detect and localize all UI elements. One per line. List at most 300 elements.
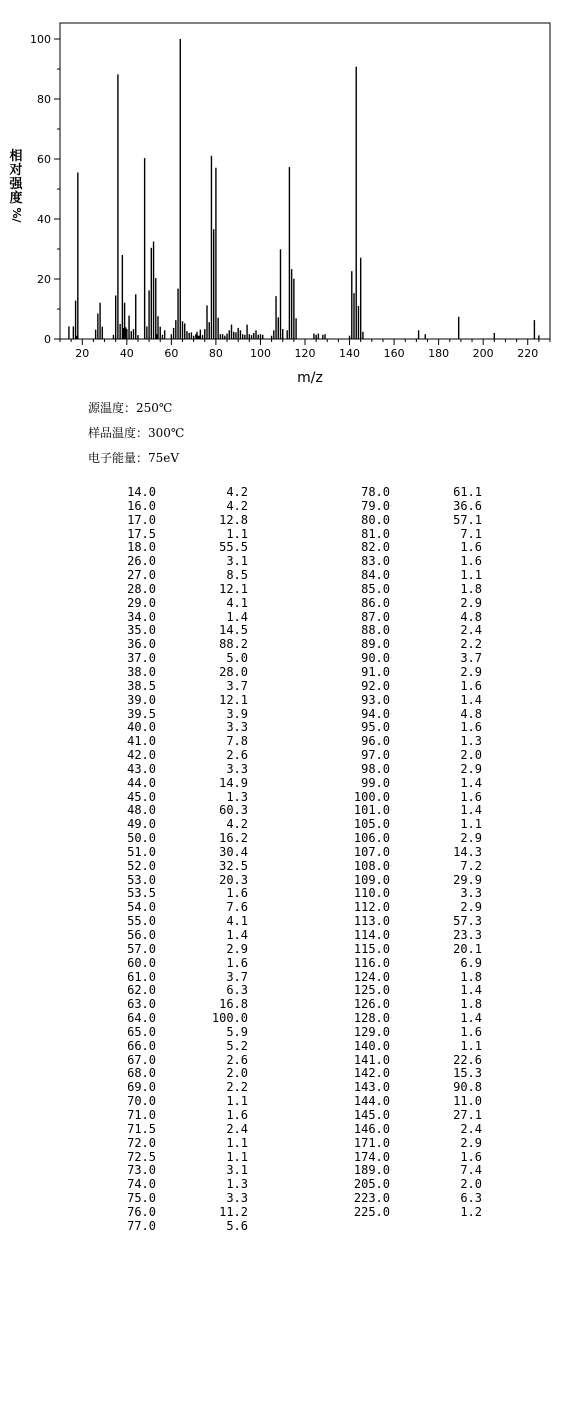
mz-value: 85.0 bbox=[361, 581, 390, 596]
mz-value: 66.0 bbox=[127, 1038, 156, 1053]
mz-value: 95.0 bbox=[361, 720, 390, 735]
table-row bbox=[105, 998, 248, 1012]
y-tick-label: 20 bbox=[37, 273, 51, 286]
table-row bbox=[339, 735, 482, 749]
table-row bbox=[339, 901, 482, 915]
table-row bbox=[339, 1151, 482, 1165]
abundance-value: 2.6 bbox=[226, 1052, 248, 1067]
abundance-value: 2.0 bbox=[460, 748, 482, 763]
abundance-value: 2.0 bbox=[226, 1066, 248, 1081]
abundance-value: 6.3 bbox=[460, 1191, 482, 1206]
abundance-value: 5.9 bbox=[226, 1024, 248, 1039]
y-axis-ticks bbox=[30, 33, 60, 346]
table-row bbox=[339, 791, 482, 805]
table-row bbox=[105, 569, 248, 583]
abundance-value: 1.6 bbox=[460, 678, 482, 693]
mz-value: 225.0 bbox=[353, 1204, 390, 1219]
mz-value: 110.0 bbox=[353, 886, 390, 901]
mz-value: 41.0 bbox=[127, 734, 156, 749]
mz-value: 17.5 bbox=[127, 526, 156, 541]
abundance-value: 16.8 bbox=[219, 997, 248, 1012]
mz-value: 171.0 bbox=[353, 1135, 390, 1150]
abundance-value: 14.9 bbox=[219, 775, 248, 790]
table-row bbox=[105, 818, 248, 832]
table-row bbox=[105, 597, 248, 611]
abundance-value: 1.4 bbox=[460, 803, 482, 818]
table-row bbox=[339, 569, 482, 583]
abundance-value: 6.9 bbox=[460, 955, 482, 970]
mz-value: 99.0 bbox=[361, 775, 390, 790]
peak-table-left bbox=[105, 486, 248, 1234]
table-row bbox=[339, 1164, 482, 1178]
peak-table-right bbox=[339, 486, 482, 1220]
table-row bbox=[339, 611, 482, 625]
mz-value: 35.0 bbox=[127, 623, 156, 638]
mz-value: 97.0 bbox=[361, 748, 390, 763]
abundance-value: 29.9 bbox=[453, 872, 482, 887]
mz-value: 142.0 bbox=[353, 1066, 390, 1081]
abundance-value: 2.9 bbox=[460, 664, 482, 679]
mass-spectrum-chart bbox=[0, 0, 570, 395]
abundance-value: 1.6 bbox=[226, 886, 248, 901]
y-tick-label: 80 bbox=[37, 93, 51, 106]
abundance-value: 57.1 bbox=[453, 512, 482, 527]
mz-value: 50.0 bbox=[127, 831, 156, 846]
abundance-value: 2.9 bbox=[226, 941, 248, 956]
table-row bbox=[339, 929, 482, 943]
table-row bbox=[339, 514, 482, 528]
abundance-value: 4.8 bbox=[460, 706, 482, 721]
abundance-value: 30.4 bbox=[219, 844, 248, 859]
table-row bbox=[105, 1054, 248, 1068]
abundance-value: 55.5 bbox=[219, 540, 248, 555]
mz-value: 84.0 bbox=[361, 568, 390, 583]
mz-value: 44.0 bbox=[127, 775, 156, 790]
table-row bbox=[105, 735, 248, 749]
table-row bbox=[105, 721, 248, 735]
y-tick-label: 60 bbox=[37, 153, 51, 166]
abundance-value: 4.8 bbox=[460, 609, 482, 624]
table-row bbox=[339, 680, 482, 694]
table-row bbox=[105, 583, 248, 597]
abundance-value: 2.9 bbox=[460, 900, 482, 915]
mz-value: 100.0 bbox=[353, 789, 390, 804]
mz-value: 107.0 bbox=[353, 844, 390, 859]
table-row bbox=[105, 666, 248, 680]
plot-frame bbox=[60, 23, 550, 339]
abundance-value: 20.3 bbox=[219, 872, 248, 887]
mz-value: 42.0 bbox=[127, 748, 156, 763]
mz-value: 77.0 bbox=[127, 1218, 156, 1233]
x-tick-label: 200 bbox=[472, 347, 494, 360]
table-row bbox=[339, 541, 482, 555]
table-row bbox=[339, 874, 482, 888]
mz-value: 38.5 bbox=[127, 678, 156, 693]
table-row bbox=[105, 887, 248, 901]
mz-value: 74.0 bbox=[127, 1177, 156, 1192]
abundance-value: 2.0 bbox=[460, 1177, 482, 1192]
mz-value: 45.0 bbox=[127, 789, 156, 804]
table-row bbox=[339, 555, 482, 569]
mz-value: 63.0 bbox=[127, 997, 156, 1012]
abundance-value: 1.6 bbox=[460, 720, 482, 735]
abundance-value: 90.8 bbox=[453, 1080, 482, 1095]
table-row bbox=[105, 1040, 248, 1054]
mz-value: 39.0 bbox=[127, 692, 156, 707]
abundance-value: 12.1 bbox=[219, 581, 248, 596]
table-row bbox=[339, 818, 482, 832]
mz-value: 37.0 bbox=[127, 651, 156, 666]
abundance-value: 14.3 bbox=[453, 844, 482, 859]
abundance-value: 1.1 bbox=[460, 817, 482, 832]
abundance-value: 4.2 bbox=[226, 817, 248, 832]
table-row bbox=[339, 832, 482, 846]
mz-value: 65.0 bbox=[127, 1024, 156, 1039]
mz-value: 79.0 bbox=[361, 498, 390, 513]
table-row bbox=[105, 555, 248, 569]
table-row bbox=[339, 777, 482, 791]
mz-value: 125.0 bbox=[353, 983, 390, 998]
mz-value: 18.0 bbox=[127, 540, 156, 555]
source-temperature: 源温度：250℃ bbox=[88, 401, 173, 415]
table-row bbox=[339, 486, 482, 500]
y-axis-label-text: 相对强度 bbox=[9, 149, 23, 206]
abundance-value: 2.9 bbox=[460, 1135, 482, 1150]
abundance-value: 1.4 bbox=[460, 692, 482, 707]
mz-value: 129.0 bbox=[353, 1024, 390, 1039]
peak-bars bbox=[69, 39, 539, 339]
mz-value: 71.0 bbox=[127, 1107, 156, 1122]
mz-value: 75.0 bbox=[127, 1191, 156, 1206]
abundance-value: 3.7 bbox=[226, 969, 248, 984]
abundance-value: 60.3 bbox=[219, 803, 248, 818]
abundance-value: 2.2 bbox=[460, 637, 482, 652]
x-tick-label: 40 bbox=[119, 347, 134, 360]
x-tick-label: 80 bbox=[208, 347, 223, 360]
mz-value: 96.0 bbox=[361, 734, 390, 749]
electron-energy: 电子能量：75eV bbox=[88, 451, 180, 465]
abundance-value: 5.0 bbox=[226, 651, 248, 666]
abundance-value: 11.2 bbox=[219, 1204, 248, 1219]
table-row bbox=[339, 957, 482, 971]
table-row bbox=[105, 832, 248, 846]
table-row bbox=[105, 860, 248, 874]
mz-value: 67.0 bbox=[127, 1052, 156, 1067]
mz-value: 61.0 bbox=[127, 969, 156, 984]
table-row bbox=[105, 971, 248, 985]
mz-value: 144.0 bbox=[353, 1094, 390, 1109]
mz-value: 83.0 bbox=[361, 554, 390, 569]
table-row bbox=[105, 957, 248, 971]
table-row bbox=[105, 652, 248, 666]
table-row bbox=[339, 1040, 482, 1054]
table-row bbox=[339, 1012, 482, 1026]
x-axis-label: m/z bbox=[297, 370, 323, 386]
table-row bbox=[339, 1192, 482, 1206]
abundance-value: 88.2 bbox=[219, 637, 248, 652]
abundance-value: 3.7 bbox=[460, 651, 482, 666]
x-tick-label: 20 bbox=[75, 347, 90, 360]
mz-value: 105.0 bbox=[353, 817, 390, 832]
table-row bbox=[105, 680, 248, 694]
x-tick-label: 180 bbox=[428, 347, 450, 360]
mz-value: 115.0 bbox=[353, 941, 390, 956]
abundance-value: 7.6 bbox=[226, 900, 248, 915]
table-row bbox=[339, 721, 482, 735]
abundance-value: 20.1 bbox=[453, 941, 482, 956]
abundance-value: 14.5 bbox=[219, 623, 248, 638]
mz-value: 146.0 bbox=[353, 1121, 390, 1136]
abundance-value: 61.1 bbox=[453, 485, 482, 499]
abundance-value: 5.6 bbox=[226, 1218, 248, 1233]
mz-value: 39.5 bbox=[127, 706, 156, 721]
mz-value: 53.0 bbox=[127, 872, 156, 887]
mz-value: 17.0 bbox=[127, 512, 156, 527]
table-row bbox=[339, 749, 482, 763]
mz-value: 109.0 bbox=[353, 872, 390, 887]
abundance-value: 28.0 bbox=[219, 664, 248, 679]
table-row bbox=[339, 583, 482, 597]
y-axis-unit: %/ bbox=[10, 207, 23, 223]
table-row bbox=[105, 901, 248, 915]
mz-value: 73.0 bbox=[127, 1163, 156, 1178]
mz-value: 223.0 bbox=[353, 1191, 390, 1206]
abundance-value: 7.4 bbox=[460, 1163, 482, 1178]
mz-value: 36.0 bbox=[127, 637, 156, 652]
mz-value: 124.0 bbox=[353, 969, 390, 984]
table-row bbox=[105, 708, 248, 722]
abundance-value: 1.6 bbox=[460, 1024, 482, 1039]
abundance-value: 1.4 bbox=[460, 1011, 482, 1026]
abundance-value: 15.3 bbox=[453, 1066, 482, 1081]
table-row bbox=[105, 749, 248, 763]
abundance-value: 22.6 bbox=[453, 1052, 482, 1067]
mz-value: 92.0 bbox=[361, 678, 390, 693]
y-tick-label: 0 bbox=[44, 333, 51, 346]
abundance-value: 1.6 bbox=[226, 955, 248, 970]
abundance-value: 2.9 bbox=[460, 761, 482, 776]
mz-value: 101.0 bbox=[353, 803, 390, 818]
mz-value: 78.0 bbox=[361, 485, 390, 499]
mz-value: 126.0 bbox=[353, 997, 390, 1012]
table-row bbox=[105, 1164, 248, 1178]
table-row bbox=[105, 694, 248, 708]
mz-value: 72.0 bbox=[127, 1135, 156, 1150]
abundance-value: 32.5 bbox=[219, 858, 248, 873]
mz-value: 90.0 bbox=[361, 651, 390, 666]
table-row bbox=[105, 915, 248, 929]
abundance-value: 3.1 bbox=[226, 554, 248, 569]
x-axis-ticks bbox=[60, 339, 550, 360]
abundance-value: 4.1 bbox=[226, 595, 248, 610]
mz-value: 88.0 bbox=[361, 623, 390, 638]
mz-value: 116.0 bbox=[353, 955, 390, 970]
mz-value: 62.0 bbox=[127, 983, 156, 998]
mz-value: 89.0 bbox=[361, 637, 390, 652]
mz-value: 114.0 bbox=[353, 928, 390, 942]
table-row bbox=[339, 846, 482, 860]
table-row bbox=[105, 611, 248, 625]
mz-value: 76.0 bbox=[127, 1204, 156, 1219]
table-row bbox=[105, 1081, 248, 1095]
mz-value: 189.0 bbox=[353, 1163, 390, 1178]
abundance-value: 2.2 bbox=[226, 1080, 248, 1095]
table-row bbox=[105, 1123, 248, 1137]
mz-value: 106.0 bbox=[353, 831, 390, 846]
abundance-value: 3.1 bbox=[226, 1163, 248, 1178]
abundance-value: 7.2 bbox=[460, 858, 482, 873]
table-row bbox=[105, 1026, 248, 1040]
abundance-value: 1.8 bbox=[460, 581, 482, 596]
mz-value: 38.0 bbox=[127, 664, 156, 679]
table-row bbox=[105, 1067, 248, 1081]
abundance-value: 1.3 bbox=[460, 734, 482, 749]
abundance-value: 1.6 bbox=[460, 540, 482, 555]
table-row bbox=[339, 500, 482, 514]
table-row bbox=[105, 1192, 248, 1206]
abundance-value: 27.1 bbox=[453, 1107, 482, 1122]
mz-value: 174.0 bbox=[353, 1149, 390, 1164]
table-row bbox=[105, 804, 248, 818]
mz-value: 140.0 bbox=[353, 1038, 390, 1053]
mz-value: 55.0 bbox=[127, 914, 156, 929]
abundance-value: 1.6 bbox=[460, 554, 482, 569]
table-row bbox=[339, 694, 482, 708]
table-row bbox=[339, 624, 482, 638]
abundance-value: 23.3 bbox=[453, 928, 482, 942]
abundance-value: 16.2 bbox=[219, 831, 248, 846]
abundance-value: 3.3 bbox=[226, 761, 248, 776]
abundance-value: 1.1 bbox=[460, 1038, 482, 1053]
mz-value: 112.0 bbox=[353, 900, 390, 915]
table-row bbox=[339, 1123, 482, 1137]
abundance-value: 4.1 bbox=[226, 914, 248, 929]
abundance-value: 5.2 bbox=[226, 1038, 248, 1053]
abundance-value: 1.1 bbox=[226, 526, 248, 541]
table-row bbox=[339, 597, 482, 611]
table-row bbox=[339, 998, 482, 1012]
table-row bbox=[105, 486, 248, 500]
mz-value: 34.0 bbox=[127, 609, 156, 624]
table-row bbox=[339, 915, 482, 929]
table-row bbox=[105, 1109, 248, 1123]
abundance-value: 1.4 bbox=[226, 928, 248, 942]
table-row bbox=[105, 1206, 248, 1220]
table-row bbox=[105, 1151, 248, 1165]
abundance-value: 1.4 bbox=[226, 609, 248, 624]
table-row bbox=[339, 804, 482, 818]
table-row bbox=[105, 777, 248, 791]
table-row bbox=[339, 971, 482, 985]
table-row bbox=[105, 1137, 248, 1151]
mz-value: 69.0 bbox=[127, 1080, 156, 1095]
mz-value: 98.0 bbox=[361, 761, 390, 776]
table-row bbox=[339, 1206, 482, 1220]
abundance-value: 1.4 bbox=[460, 775, 482, 790]
abundance-value: 1.8 bbox=[460, 969, 482, 984]
mz-value: 143.0 bbox=[353, 1080, 390, 1095]
abundance-value: 2.4 bbox=[460, 1121, 482, 1136]
abundance-value: 100.0 bbox=[211, 1011, 248, 1026]
table-row bbox=[105, 541, 248, 555]
mz-value: 28.0 bbox=[127, 581, 156, 596]
abundance-value: 1.4 bbox=[460, 983, 482, 998]
table-row bbox=[105, 763, 248, 777]
mz-value: 108.0 bbox=[353, 858, 390, 873]
abundance-value: 36.6 bbox=[453, 498, 482, 513]
table-row bbox=[339, 1081, 482, 1095]
table-row bbox=[105, 929, 248, 943]
mz-value: 40.0 bbox=[127, 720, 156, 735]
x-tick-label: 60 bbox=[164, 347, 179, 360]
abundance-value: 1.8 bbox=[460, 997, 482, 1012]
abundance-value: 3.7 bbox=[226, 678, 248, 693]
mz-value: 80.0 bbox=[361, 512, 390, 527]
abundance-value: 3.3 bbox=[226, 1191, 248, 1206]
y-tick-label: 40 bbox=[37, 213, 51, 226]
mz-value: 52.0 bbox=[127, 858, 156, 873]
table-row bbox=[339, 984, 482, 998]
abundance-value: 1.6 bbox=[460, 1149, 482, 1164]
mz-value: 68.0 bbox=[127, 1066, 156, 1081]
mz-value: 64.0 bbox=[127, 1011, 156, 1026]
mz-value: 86.0 bbox=[361, 595, 390, 610]
mz-value: 71.5 bbox=[127, 1121, 156, 1136]
abundance-value: 11.0 bbox=[453, 1094, 482, 1109]
mz-value: 145.0 bbox=[353, 1107, 390, 1122]
y-axis-label bbox=[8, 150, 24, 222]
table-row bbox=[339, 1109, 482, 1123]
abundance-value: 1.3 bbox=[226, 789, 248, 804]
abundance-value: 12.8 bbox=[219, 512, 248, 527]
mz-value: 56.0 bbox=[127, 928, 156, 942]
abundance-value: 2.4 bbox=[226, 1121, 248, 1136]
table-row bbox=[105, 500, 248, 514]
abundance-value: 2.4 bbox=[460, 623, 482, 638]
abundance-value: 1.1 bbox=[226, 1135, 248, 1150]
sample-temperature: 样品温度：300℃ bbox=[88, 426, 185, 440]
abundance-value: 2.9 bbox=[460, 595, 482, 610]
mz-value: 26.0 bbox=[127, 554, 156, 569]
table-row bbox=[105, 874, 248, 888]
x-tick-label: 120 bbox=[294, 347, 316, 360]
abundance-value: 8.5 bbox=[226, 568, 248, 583]
table-row bbox=[105, 1095, 248, 1109]
table-row bbox=[339, 1054, 482, 1068]
table-row bbox=[105, 1178, 248, 1192]
abundance-value: 4.2 bbox=[226, 485, 248, 499]
mz-value: 14.0 bbox=[127, 485, 156, 499]
mz-value: 57.0 bbox=[127, 941, 156, 956]
mz-value: 82.0 bbox=[361, 540, 390, 555]
abundance-value: 1.2 bbox=[460, 1204, 482, 1219]
table-row bbox=[105, 624, 248, 638]
abundance-value: 12.1 bbox=[219, 692, 248, 707]
table-row bbox=[339, 1137, 482, 1151]
abundance-value: 7.8 bbox=[226, 734, 248, 749]
mz-value: 141.0 bbox=[353, 1052, 390, 1067]
mz-value: 43.0 bbox=[127, 761, 156, 776]
table-row bbox=[339, 860, 482, 874]
mz-value: 53.5 bbox=[127, 886, 156, 901]
abundance-value: 2.6 bbox=[226, 748, 248, 763]
mz-value: 94.0 bbox=[361, 706, 390, 721]
abundance-value: 7.1 bbox=[460, 526, 482, 541]
table-row bbox=[105, 514, 248, 528]
mz-value: 93.0 bbox=[361, 692, 390, 707]
table-row bbox=[105, 791, 248, 805]
table-row bbox=[339, 652, 482, 666]
